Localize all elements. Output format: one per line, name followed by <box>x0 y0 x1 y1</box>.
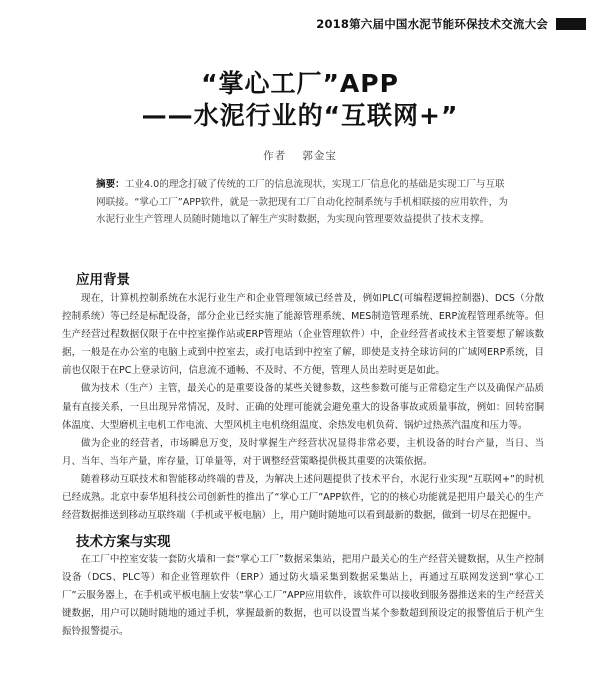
section-body-technical-solution <box>62 551 544 641</box>
section-body-background <box>62 290 544 525</box>
section-heading-background: 应用背景 <box>76 272 130 288</box>
paragraph: 现在，计算机控制系统在水泥行业生产和企业管理领域已经普及，例如PLC(可编程逻辑控制器)、DCS（分散控制系统）等已经是标配设备，部分企业已经实施了能源管理系统、MES制造管理系统、ERP流程管理系统等。但生产经营过程数据仅限于在中控室操作站或ERP管理站（企业管理软件）中，企业经营者或技术主管要想了解该数据，一般是在办公室的电脑上或到中控室去，或打电话到中控室了解，即使是支持全球访问的广域网ERP系统，目前也仅限于在PC上登录访问，信息流不通畅、不及时、不方便，管理人员出差时更是如此。 <box>62 293 544 377</box>
journal-name: 2018第六届中国水泥节能环保技术交流大会 <box>316 17 548 31</box>
author-line <box>0 148 600 163</box>
paragraph: 在工厂中控室安装一套防火墙和一套“掌心工厂”数据采集站，把用户最关心的生产经营关键数据，从生产控制设备（DCS、PLC等）和企业管理软件（ERP）通过防火墙采集到数据采集站上，再通过互联网发送到“掌心工厂”云服务器上，在手机或平板电脑上安装“掌心工厂”APP应用软件，该软件可以接收到服务器推送来的生产经营关键数据，用户可以随时随地的通过手机，掌握最新的数据，也可以设置当某个参数超到预设定的报警值后于机产生振铃报警提示。 <box>62 554 544 638</box>
paper-title-line-1: “掌心工厂”APP <box>201 69 399 98</box>
author-name: 郭金宝 <box>302 150 337 162</box>
abstract-text: 工业4.0的理念打破了传统的工厂的信息流现状，实现工厂信息化的基础是实现工厂与互联网联接。“掌心工厂”APP软件，就是一款把现有工厂自动化控制系统与手机相联接的应用软件，为水泥行业生产管理人员随时随地以了解生产实时数据，为实现向管理要效益提供了技术支撑。 <box>96 179 508 225</box>
paragraph: 做为技术（生产）主管，最关心的是重要设备的某些关键参数，这些参数可能与正常稳定生产以及确保产品质量有直接关系，一旦出现异常情况，及时、正确的处理可能就会避免重大的设备事故或质量事故，例如：回转窑胴体温度、大型磨机主电机工作电流、大型风机主电机绕组温度、余热发电机负荷、锅炉过热蒸汽温度和压力等。 <box>62 383 544 431</box>
author-label: 作者 <box>263 150 287 162</box>
abstract <box>96 176 508 229</box>
running-header <box>0 14 600 34</box>
section-heading-technical-solution: 技术方案与实现 <box>76 534 171 550</box>
abstract-label: 摘要： <box>96 179 125 190</box>
header-marker-bar <box>556 18 586 30</box>
paragraph: 做为企业的经营者，市场瞬息万变，及时掌握生产经营状况显得非常必要，主机设备的时台产量，当日、当月、当年、当年产量，库存量，订单量等，对于调整经营策略提供极其重要的决策依据。 <box>62 437 544 467</box>
paragraph: 随着移动互联技术和智能移动终端的普及，为解决上述问题提供了技术平台，水泥行业实现“互联网+”的时机已经成熟。北京中泰华旭科技公司创新性的推出了“掌心工厂”APP软件，它的的核心功能就是把用户最关心的生产经营数据推送到移动互联终端（手机或平板电脑）上，用户随时随地可以看到最新的数据，做到一切尽在把握中。 <box>62 473 544 522</box>
paper-title-line-2: ——水泥行业的“互联网+” <box>141 101 459 130</box>
